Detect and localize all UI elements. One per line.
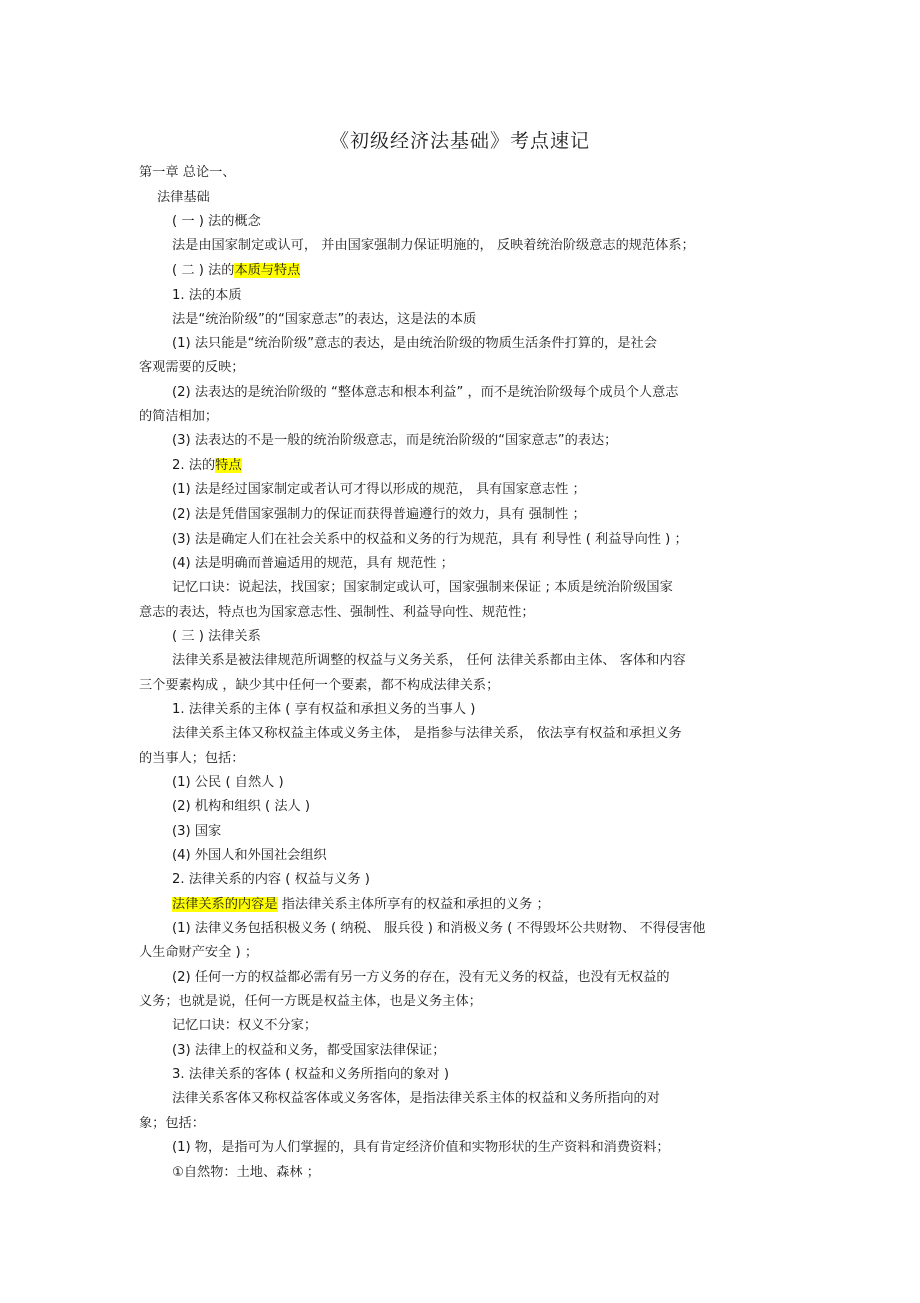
text-line [139, 677, 499, 695]
text-segment: 法是“统治阶级”的“国家意志”的表达，这是法的本质 [172, 312, 477, 327]
text-line [172, 701, 475, 719]
text-segment: (1) 物，是指可为人们掌握的，具有肯定经济价值和实物形状的生产资料和消费资料； [172, 1140, 670, 1155]
text-segment: 客观需要的反映； [139, 360, 245, 375]
text-segment: 意志的表达，特点也为国家意志性、强制性、利益导向性、规范性； [139, 605, 535, 620]
text-segment: (4) 外国人和外国社会组织 [172, 848, 327, 863]
text-segment: 1. 法律关系的主体 ( 享有权益和承担义务的当事人 ) [172, 702, 476, 717]
text-line [139, 750, 245, 768]
text-line [172, 652, 686, 670]
text-segment: ( 三 ) 法律关系 [172, 629, 261, 644]
text-segment: (1) 法只能是“统治阶级”意志的表达，是由统治阶级的物质生活条件打算的，是社会 [172, 336, 657, 351]
text-line [172, 287, 242, 305]
text-segment: (3) 法是确定人们在社会关系中的权益和义务的行为规范，具有 利导性 ( 利益导向性 ) ； [172, 532, 688, 547]
text-line [172, 555, 454, 573]
text-segment: 记忆口诀：说起法，找国家；国家制定或认可，国家强制来保证 ; 本质是统治阶级国家 [172, 580, 673, 595]
text-line [139, 993, 482, 1011]
text-segment: 1. 法的本质 [172, 288, 242, 303]
text-line [157, 189, 210, 207]
text-segment: 2. 法的 [172, 458, 216, 473]
text-segment: 人生命财产安全 ) ； [139, 945, 259, 960]
text-segment: (2) 任何一方的权益都必需有另一方义务的存在，没有无义务的权益，也没有无权益的 [172, 970, 670, 985]
text-segment: (2) 法表达的是统治阶级的 “整体意志和根本利益” ，而不是统治阶级每个成员个人意志 [172, 385, 679, 400]
text-line [172, 335, 657, 353]
text-segment: 义务；也就是说，任何一方既是权益主体，也是义务主体； [139, 994, 482, 1009]
text-line [172, 774, 284, 792]
text-line [172, 213, 261, 231]
text-segment: 3. 法律关系的客体 ( 权益和义务所指向的象对 ) [172, 1067, 450, 1082]
text-line [172, 1066, 449, 1084]
text-segment: (3) 法表达的不是一般的统治阶级意志，而是统治阶级的“国家意志”的表达； [172, 433, 618, 448]
text-segment: ①自然物：土地、森林 ； [172, 1165, 320, 1180]
text-line [139, 604, 535, 622]
text-line [172, 262, 300, 280]
text-line [172, 725, 682, 743]
text-line [172, 896, 550, 914]
text-segment: 法律关系主体又称权益主体或义务主体， 是指参与法律关系， 依法享有权益和承担义务 [172, 726, 682, 741]
highlighted-text: 本质与特点 [234, 263, 301, 278]
text-segment: 的当事人；包括： [139, 751, 245, 766]
text-segment: (3) 国家 [172, 824, 222, 839]
text-line [172, 311, 476, 329]
text-line [172, 506, 586, 524]
text-segment: 法是由国家制定或认可， 并由国家强制力保证明施的， 反映着统治阶级意志的规范体系； [172, 238, 695, 253]
text-line [139, 1115, 205, 1133]
text-segment: 法律关系客体又称权益客体或义务客体，是指法律关系主体的权益和义务所指向的对 [172, 1091, 660, 1106]
highlighted-text: 特点 [215, 458, 242, 473]
text-segment: 指法律关系主体所享有的权益和承担的义务 ； [277, 897, 550, 912]
text-segment: 三个要素构成 ，缺少其中任何一个要素，都不构成法律关系； [139, 678, 500, 693]
text-line [172, 1042, 445, 1060]
text-line [172, 847, 327, 865]
text-segment: (4) 法是明确而普遍适用的规范，具有 规范性 ； [172, 556, 454, 571]
text-line [172, 1164, 320, 1182]
text-line [172, 969, 670, 987]
text-line [172, 823, 221, 841]
text-segment: (2) 机构和组织 ( 法人 ) [172, 799, 311, 814]
text-segment: 第一章 总论一、 [139, 165, 236, 180]
highlighted-text: 法律关系的内容是 [172, 897, 278, 912]
text-segment: (1) 法是经过国家制定或者认可才得以形成的规范， 具有国家意志性 ； [172, 482, 586, 497]
text-segment: (1) 公民 ( 自然人 ) [172, 775, 284, 790]
text-segment: 法律基础 [157, 190, 210, 205]
text-segment: 象；包括： [139, 1116, 205, 1131]
text-line [172, 457, 242, 475]
text-line [172, 798, 310, 816]
text-segment: (2) 法是凭借国家强制力的保证而获得普遍遵行的效力，具有 强制性 ； [172, 507, 586, 522]
text-segment: (3) 法律上的权益和义务，都受国家法律保证； [172, 1043, 446, 1058]
text-segment: (1) 法律义务包括积极义务 ( 纳税、 服兵役 ) 和消极义务 ( 不得毁坏公共财物、 不得侵害他 [172, 921, 706, 936]
text-segment: 记忆口诀：权义不分家； [172, 1018, 318, 1033]
text-line [172, 871, 370, 889]
text-segment: ( 二 ) 法的 [172, 263, 235, 278]
text-segment: 法律关系是被法律规范所调整的权益与义务关系， 任何 法律关系都由主体、 客体和内容 [172, 653, 686, 668]
text-line [172, 628, 261, 646]
text-line [172, 1017, 317, 1035]
text-line [172, 579, 673, 597]
text-line [172, 1090, 660, 1108]
text-line [139, 164, 236, 182]
text-line [172, 237, 695, 255]
text-segment: ( 一 ) 法的概念 [172, 214, 261, 229]
text-line [139, 944, 258, 962]
text-line [172, 481, 586, 499]
text-segment: 的简洁相加； [139, 409, 219, 424]
document-title: 《初级经济法基础》考点速记 [329, 130, 590, 152]
text-line [172, 1139, 670, 1157]
text-line [139, 408, 218, 426]
text-line [172, 531, 688, 549]
text-line [139, 359, 245, 377]
text-line [172, 384, 678, 402]
text-line [172, 920, 705, 938]
text-segment: 2. 法律关系的内容 ( 权益与义务 ) [172, 872, 370, 887]
text-line [172, 432, 617, 450]
